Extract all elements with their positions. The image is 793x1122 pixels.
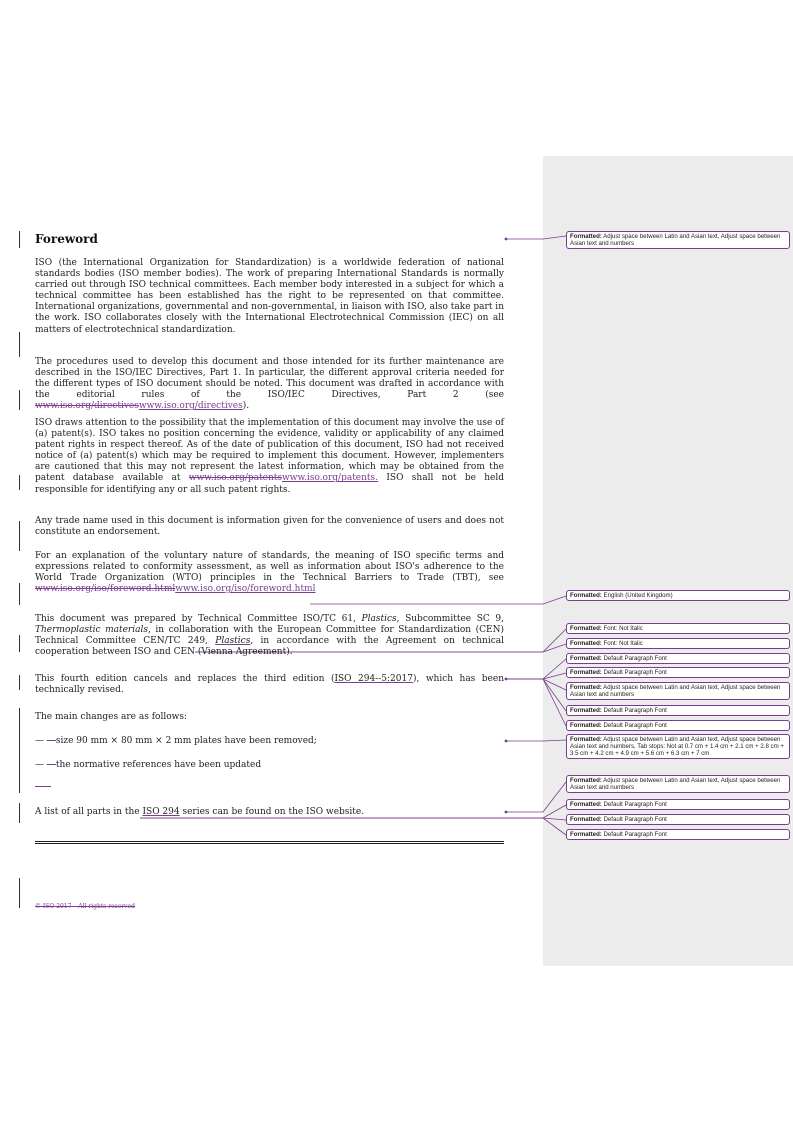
paragraph-text: series can be found on the ISO website.	[179, 807, 365, 817]
paragraph-procedures	[35, 357, 504, 412]
paragraph-text: , in collaboration with the European Committee for Standardization (CEN) Technical Committee CEN/TC 249,	[35, 625, 504, 647]
comment-bubble[interactable]	[566, 638, 790, 649]
comment-text: English (United Kingdom)	[601, 592, 673, 599]
change-bar	[19, 390, 20, 410]
list-item-text: the normative references have been updated	[55, 760, 262, 770]
list-dash: —	[35, 736, 47, 746]
comment-bubble[interactable]	[566, 682, 790, 700]
paragraph-iso-intro: ISO (the International Organization for Standardization) is a worldwide federation of national standards bodies (ISO member bodies). The work of preparing International Standards is normally carried out through ISO technical committees. Each member body interested in a subject for which a technical committee has been established has the right to be represented on that committee. International organizations, governmental and non-governmental, in liaison with ISO, also take part in the work. ISO collaborates closely with the International Electrotechnical Commission (IEC) on all matters of electrotechnical standardization.	[35, 258, 504, 335]
list-item-text: size 90 mm × 80 mm × 2 mm plates have been removed;	[55, 736, 317, 746]
paragraph-text: This fourth edition cancels and replaces the third edition (	[35, 674, 335, 684]
comment-label: Formatted:	[570, 592, 602, 599]
comment-text: Adjust space between Latin and Asian text, Adjust space between Asian text and numbers	[570, 233, 781, 248]
comment-bubble[interactable]	[566, 590, 790, 601]
series-reference: ISO 294	[142, 807, 180, 817]
change-bar	[19, 475, 20, 490]
deleted-dash: —	[46, 760, 56, 770]
paragraph-trade-name: Any trade name used in this document is information given for the convenience of users and does not constitute an endorsement.	[35, 516, 504, 538]
paragraph-patents	[35, 418, 504, 496]
comment-text: Font: Not Italic	[601, 640, 643, 647]
comment-text: Default Paragraph Font	[601, 816, 667, 823]
comment-label: Formatted:	[570, 736, 602, 743]
comment-text: Default Paragraph Font	[601, 722, 667, 729]
connector-foreword-link	[310, 596, 566, 604]
change-bar	[19, 231, 20, 248]
comment-bubble[interactable]	[566, 667, 790, 678]
comment-bubble[interactable]	[566, 720, 790, 731]
comment-text: Font: Not Italic	[601, 625, 643, 632]
end-rule	[35, 841, 504, 842]
paragraph-prepared-by	[35, 614, 504, 658]
comment-text: Adjust space between Latin and Asian text, Adjust space between Asian text and numbers	[570, 684, 781, 699]
comment-label: Formatted:	[570, 640, 602, 647]
comment-bubble[interactable]	[566, 775, 790, 793]
comment-label: Formatted:	[570, 669, 602, 676]
comment-bubble[interactable]	[566, 653, 790, 664]
list-item	[35, 736, 504, 747]
comment-label: Formatted:	[570, 831, 602, 838]
edition-reference: ISO 294-‑5:2017	[334, 674, 413, 684]
comment-text: Default Paragraph Font	[601, 655, 667, 662]
change-bar	[19, 583, 20, 605]
paragraph-fourth-edition	[35, 674, 504, 696]
list-item	[35, 760, 504, 771]
paragraph-text: For an explanation of the voluntary nature of standards, the meaning of ISO specific terms and expressions related to conformity assessment, as well as information about ISO's adherence to the World Trade Organization (WTO) principles in the Technical Barriers to Trade (TBT), see	[35, 551, 504, 584]
comment-label: Formatted:	[570, 707, 602, 714]
empty-list-item	[35, 786, 51, 787]
inserted-link[interactable]: www.iso.org/iso/foreword.html	[175, 584, 316, 595]
italic-thermoplastic-materials: Thermoplastic materials	[35, 625, 148, 636]
paragraph-main-changes: The main changes are as follows:	[35, 712, 187, 722]
italic-plastics-2: Plastics	[215, 636, 251, 647]
deleted-link[interactable]: www.iso.org/directives	[35, 401, 139, 412]
comment-label: Formatted:	[570, 233, 602, 240]
comment-bubble[interactable]	[566, 799, 790, 810]
end-rule	[35, 843, 504, 844]
comment-label: Formatted:	[570, 777, 602, 784]
footer-copyright: © ISO 2017 – All rights reserved	[35, 903, 135, 910]
anchor-heading	[505, 238, 508, 241]
anchor-li1	[505, 740, 508, 743]
comment-bubble[interactable]	[566, 829, 790, 840]
list-dash: —	[35, 760, 47, 770]
inserted-link[interactable]: www.iso.org/patents.	[282, 473, 379, 484]
deleted-link[interactable]: www.iso.org/iso/foreword.html	[35, 584, 176, 595]
paragraph-text: This document was prepared by Technical Committee ISO/TC 61,	[35, 614, 362, 624]
comment-bubble[interactable]	[566, 814, 790, 825]
comment-text: Default Paragraph Font	[601, 707, 667, 714]
comment-label: Formatted:	[570, 722, 602, 729]
comment-label: Formatted:	[570, 816, 602, 823]
comment-label: Formatted:	[570, 625, 602, 632]
connector-p9-3	[140, 818, 566, 820]
comment-bubble[interactable]	[566, 623, 790, 634]
markup-pane	[543, 156, 793, 966]
comment-text: Adjust space between Latin and Asian text, Adjust space between Asian text and numbers, Tab stops: Not at 0.7 cm + 1.4 cm + 2.1 cm + 2.8 cm + 3.5 cm + 4.2 cm + 4.9 cm + 5.6 cm + 6.3 cm + 7 cm	[570, 736, 784, 758]
comment-label: Formatted:	[570, 684, 602, 691]
change-bar	[19, 635, 20, 652]
paragraph-text: ISO draws attention to the possibility that the implementation of this document may involve the use of (a) patent(s). ISO takes no position concerning the evidence, validity or applicability of any claimed patent rights in respect thereof. As of the date of publication of this document, ISO had not received notice of (a) patent(s) which may be required to implement this document. However, implementers are cautioned that this may not represent the latest information, which may be obtained from the patent database available at	[35, 418, 504, 484]
change-bar	[19, 708, 20, 793]
anchor-p7	[505, 678, 508, 681]
comment-text: Default Paragraph Font	[601, 669, 667, 676]
paragraph-text: , Subcommittee SC 9,	[396, 614, 504, 624]
comment-text: Default Paragraph Font	[601, 831, 667, 838]
comment-bubble[interactable]	[566, 231, 790, 249]
comment-text: Adjust space between Latin and Asian text, Adjust space between Asian text and numbers	[570, 777, 781, 792]
connector-p9-4	[140, 818, 566, 835]
paragraph-list-of-parts	[35, 807, 504, 818]
comment-label: Formatted:	[570, 801, 602, 808]
italic-plastics: Plastics	[361, 614, 397, 624]
change-bar	[19, 803, 20, 823]
change-bar	[19, 332, 20, 357]
inserted-link[interactable]: www.iso.org/directives	[138, 401, 243, 412]
foreword-heading: Foreword	[35, 232, 98, 246]
paragraph-text: , in accordance with the Agreement on technical cooperation between ISO and CEN (Vienna Agreement).	[35, 636, 504, 658]
paragraph-voluntary-nature	[35, 551, 504, 595]
comment-text: Default Paragraph Font	[601, 801, 667, 808]
comment-bubble[interactable]	[566, 705, 790, 716]
comment-bubble[interactable]	[566, 734, 790, 759]
paragraph-text: ).	[242, 401, 250, 412]
paragraph-text: ISO shall not be held responsible for identifying any or all such patent rights.	[35, 473, 505, 495]
change-bar	[19, 878, 20, 908]
change-bar	[19, 675, 20, 690]
deleted-link[interactable]: www.iso.org/patents	[188, 473, 283, 484]
change-bar	[19, 521, 20, 551]
paragraph-text: The procedures used to develop this document and those intended for its further maintenance are described in the ISO/IEC Directives, Part 1. In particular, the different approval criteria needed for the different types of ISO document should be noted. This document was drafted in accordance with the editorial rules of the ISO/IEC Directives, Part 2 (see	[35, 357, 504, 401]
anchor-p9	[505, 811, 508, 814]
deleted-dash: —	[46, 736, 56, 746]
comment-label: Formatted:	[570, 655, 602, 662]
paragraph-text: ), which has been technically revised.	[35, 674, 504, 696]
paragraph-text: A list of all parts in the	[35, 807, 143, 817]
